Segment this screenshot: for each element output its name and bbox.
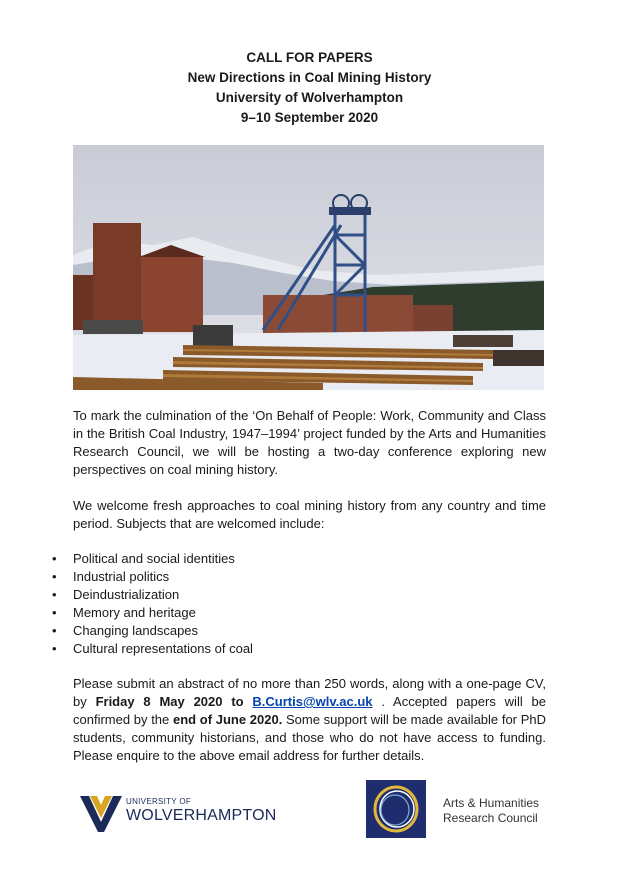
list-item: • Deindustrialization [52,587,180,602]
subjects-list [52,550,253,658]
host-institution: University of Wolverhampton [215,90,404,105]
uow-logo-small-text: UNIVERSITY OF [126,797,192,806]
ahrc-logo [366,780,546,838]
subjects-intro-paragraph: We welcome fresh approaches to coal mining history from any country and time period. Subjects that are welcomed include: [73,498,546,531]
bullet-icon: • [52,569,57,584]
contact-email-link[interactable]: B.Curtis@wlv.ac.uk [252,694,373,709]
confirmation-date: end of June 2020. [172,712,283,727]
ahrc-emblem-icon [366,780,426,838]
list-item: • Cultural representations of coal [52,641,253,656]
colliery-photo [73,145,544,390]
list-item: • Industrial politics [52,569,170,584]
list-item: • Memory and heritage [52,605,196,620]
deadline-date: Friday 8 May 2020 [95,694,223,709]
ahrc-logo-line1: Arts & Humanities [443,796,540,810]
bullet-icon: • [52,641,57,656]
conference-dates: 9–10 September 2020 [240,110,379,125]
bullet-icon: • [52,551,57,566]
intro-paragraph: To mark the culmination of the ‘On Behalf of People: Work, Community and Class in the British Coal Industry, 1947–1994’ project funded by the Arts and Humanities Research Council, we will be hosting a two-day conference exploring new perspectives on coal mining history. [73,408,546,477]
uow-chevron-icon [80,792,122,832]
university-of-wolverhampton-logo [80,792,280,832]
ahrc-logo-line2: Research Council [443,811,538,825]
conference-title: New Directions in Coal Mining History [187,70,432,85]
bullet-icon: • [52,605,57,620]
submission-paragraph: Please submit an abstract of no more than 250 words, along with a one-page CV, by Friday 8 May 2020 to B.Curtis@wlv.ac.uk . Accepted papers will be confirmed by the end of June 2020. Some support will be made available for PhD students, community historians, and those who do not have access to funding. Please enquire to the above email address for further details. [73,676,546,763]
bullet-icon: • [52,587,57,602]
list-item: • Political and social identities [52,551,235,566]
list-item: • Changing landscapes [52,623,199,638]
uow-logo-name: WOLVERHAMPTON [126,807,277,824]
bullet-icon: • [52,623,57,638]
call-for-papers-title: CALL FOR PAPERS [246,50,373,65]
document-header [0,48,619,128]
